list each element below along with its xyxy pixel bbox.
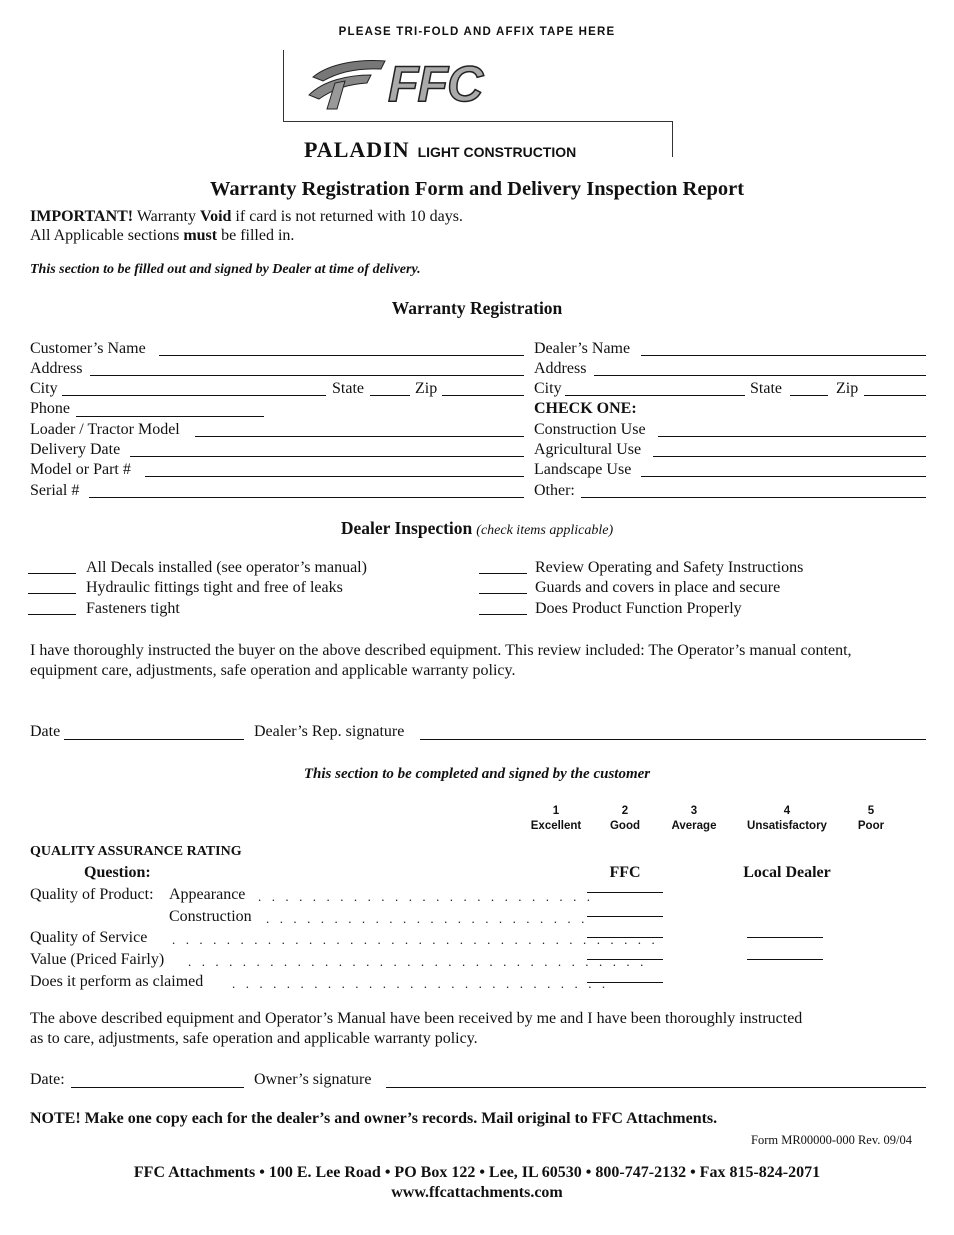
loader-model-field[interactable] [195, 436, 524, 437]
agricultural-use-label: Agricultural Use [534, 441, 642, 458]
instruction-text-line-2: equipment care, adjustments, safe operation and applicable warranty policy. [30, 662, 516, 679]
agricultural-use-field[interactable] [653, 456, 926, 457]
inspection-item-decals: All Decals installed (see operator’s manual) [86, 559, 367, 576]
serial-field[interactable] [89, 497, 524, 498]
other-use-label: Other: [534, 482, 575, 499]
qa-col-local-dealer: Local Dealer [743, 864, 831, 881]
qa-appearance-label: Appearance [169, 886, 246, 903]
qa-product-label: Quality of Product: [30, 886, 154, 903]
logo-box-bottom-border [283, 121, 673, 122]
logo-box-right-border [672, 121, 673, 157]
warranty-heading: Warranty Registration [391, 298, 563, 318]
dealer-state-label: State [750, 380, 782, 397]
rating-1-label: Excellent [530, 820, 582, 832]
owner-signature-field[interactable] [386, 1087, 926, 1088]
qa-question-label: Question: [84, 864, 151, 881]
customer-address-label: Address [30, 360, 83, 377]
inspection-note: (check items applicable) [476, 523, 614, 538]
qa-heading: QUALITY ASSURANCE RATING [30, 844, 242, 859]
dealer-section-note: This section to be filled out and signed by Dealer at time of delivery. [30, 262, 421, 277]
customer-city-label: City [30, 380, 58, 397]
tape-note: PLEASE TRI-FOLD AND AFFIX TAPE HERE [338, 26, 616, 38]
inspection-item-fasteners: Fasteners tight [86, 600, 180, 617]
dealer-address-label: Address [534, 360, 587, 377]
qa-perform-label: Does it perform as claimed [30, 973, 204, 990]
qa-service-leader: . . . . . . . . . . . . . . . . . . . . . . . . . . . . . . . . . . . . [172, 932, 659, 947]
qa-perform-leader: . . . . . . . . . . . . . . . . . . . . . . . . . . . . [232, 976, 609, 991]
customer-name-field[interactable] [159, 355, 524, 356]
inspection-check-fasteners[interactable] [28, 614, 76, 615]
model-part-field[interactable] [145, 476, 524, 477]
dealer-state-field[interactable] [790, 395, 828, 396]
important-must: must [183, 227, 218, 244]
customer-name-label: Customer’s Name [30, 340, 146, 357]
rating-2-num: 2 [621, 805, 629, 817]
qa-col-ffc: FFC [609, 864, 641, 881]
inspection-check-decals[interactable] [28, 573, 76, 574]
qa-service-ffc-field[interactable] [587, 937, 663, 938]
model-part-label: Model or Part # [30, 461, 131, 478]
rating-3-num: 3 [690, 805, 698, 817]
customer-phone-field[interactable] [76, 416, 264, 417]
logo-box-left-border [283, 50, 284, 122]
important-text-2: if card is not returned with 10 days. [231, 208, 463, 225]
owner-date-label: Date: [30, 1071, 65, 1088]
inspection-item-guards: Guards and covers in place and secure [535, 579, 781, 596]
paladin-logo [304, 137, 576, 163]
dealer-name-label: Dealer’s Name [534, 340, 631, 357]
important-line-2 [30, 227, 294, 245]
construction-use-field[interactable] [658, 436, 926, 437]
qa-construction-label: Construction [169, 908, 252, 925]
landscape-use-field[interactable] [641, 476, 926, 477]
dealer-zip-field[interactable] [864, 395, 926, 396]
qa-appearance-ffc-field[interactable] [587, 892, 663, 893]
dealer-date-field[interactable] [64, 739, 244, 740]
mail-note: NOTE! Make one copy each for the dealer’s and owner’s records. Mail original to FFC Attachments. [30, 1110, 718, 1127]
inspection-heading [0, 518, 954, 539]
serial-label: Serial # [30, 482, 80, 499]
rating-1-num: 1 [552, 805, 560, 817]
dealer-zip-label: Zip [836, 380, 859, 397]
dealer-address-field[interactable] [594, 375, 926, 376]
dealer-rep-signature-label: Dealer’s Rep. signature [254, 723, 405, 740]
inspection-title: Dealer Inspection [340, 518, 473, 538]
inspection-item-hydraulic: Hydraulic fittings tight and free of leaks [86, 579, 343, 596]
customer-section-note: This section to be completed and signed by the customer [303, 766, 651, 782]
customer-state-label: State [332, 380, 364, 397]
inspection-check-review[interactable] [479, 573, 527, 574]
important-text-3: All Applicable sections [30, 227, 184, 244]
rating-5-label: Poor [857, 820, 885, 832]
rating-3-label: Average [671, 820, 717, 832]
owner-signature-label: Owner’s signature [254, 1071, 372, 1088]
customer-state-field[interactable] [370, 395, 410, 396]
qa-service-label: Quality of Service [30, 929, 148, 946]
rating-5-num: 5 [867, 805, 875, 817]
important-text-4: be filled in. [217, 227, 295, 244]
qa-value-leader: . . . . . . . . . . . . . . . . . . . . . . . . . . . . . . . . . . [188, 954, 647, 969]
inspection-check-hydraulic[interactable] [28, 593, 76, 594]
paladin-brand-sub: LIGHT CONSTRUCTION [417, 144, 577, 160]
qa-appearance-leader: . . . . . . . . . . . . . . . . . . . . . . . . . [258, 889, 594, 904]
dealer-city-field[interactable] [565, 395, 745, 396]
footer-website[interactable]: www.ffcattachments.com [391, 1184, 563, 1201]
other-use-field[interactable] [581, 497, 926, 498]
landscape-use-label: Landscape Use [534, 461, 632, 478]
construction-use-label: Construction Use [534, 421, 646, 438]
owner-date-field[interactable] [71, 1087, 244, 1088]
dealer-name-field[interactable] [641, 355, 926, 356]
important-lead: IMPORTANT! [30, 208, 134, 225]
qa-value-dealer-field[interactable] [747, 959, 823, 960]
customer-zip-field[interactable] [442, 395, 524, 396]
qa-value-ffc-field[interactable] [587, 959, 663, 960]
inspection-item-review: Review Operating and Safety Instructions [535, 559, 804, 576]
dealer-date-label: Date [30, 723, 61, 740]
form-number: Form MR00000-000 Rev. 09/04 [751, 1133, 912, 1147]
ffc-swoosh-icon [305, 55, 390, 113]
instruction-text-line-1: I have thoroughly instructed the buyer on the above described equipment. This review included: The Operator’s manual content, [30, 642, 852, 659]
inspection-item-function: Does Product Function Properly [535, 600, 742, 617]
rating-2-label: Good [609, 820, 641, 832]
inspection-check-guards[interactable] [479, 593, 527, 594]
qa-construction-ffc-field[interactable] [587, 916, 663, 917]
loader-model-label: Loader / Tractor Model [30, 421, 180, 438]
dealer-rep-signature-field[interactable] [420, 739, 926, 740]
important-void: Void [199, 208, 232, 225]
qa-perform-ffc-field[interactable] [587, 982, 663, 983]
inspection-check-function[interactable] [479, 614, 527, 615]
delivery-date-label: Delivery Date [30, 441, 121, 458]
rating-3 [644, 804, 744, 834]
check-one-label: CHECK ONE: [534, 400, 637, 417]
qa-construction-leader: . . . . . . . . . . . . . . . . . . . . . . . . [266, 911, 588, 926]
customer-zip-label: Zip [415, 380, 438, 397]
customer-city-field[interactable] [62, 395, 326, 396]
rating-4-label: Unsatisfactory [747, 820, 827, 832]
qa-value-label: Value (Priced Fairly) [30, 951, 165, 968]
footer-address: FFC Attachments • 100 E. Lee Road • PO Box 122 • Lee, IL 60530 • 800-747-2132 • Fax 815-824-2071 [133, 1164, 821, 1181]
important-line-1 [30, 208, 463, 226]
delivery-date-field[interactable] [130, 456, 524, 457]
qa-service-dealer-field[interactable] [747, 937, 823, 938]
rating-4-num: 4 [783, 805, 791, 817]
customer-phone-label: Phone [30, 400, 70, 417]
form-title: Warranty Registration Form and Delivery Inspection Report [209, 178, 745, 200]
receipt-text-line-2: as to care, adjustments, safe operation and applicable warranty policy. [30, 1030, 478, 1047]
important-text: Warranty [133, 208, 200, 225]
dealer-city-label: City [534, 380, 562, 397]
rating-5 [821, 804, 921, 834]
paladin-brand: PALADIN [304, 137, 410, 162]
ffc-logo-text: FFC [388, 56, 483, 112]
receipt-text-line-1: The above described equipment and Operator’s Manual have been received by me and I have been thoroughly instructed [30, 1010, 803, 1027]
customer-address-field[interactable] [90, 375, 524, 376]
